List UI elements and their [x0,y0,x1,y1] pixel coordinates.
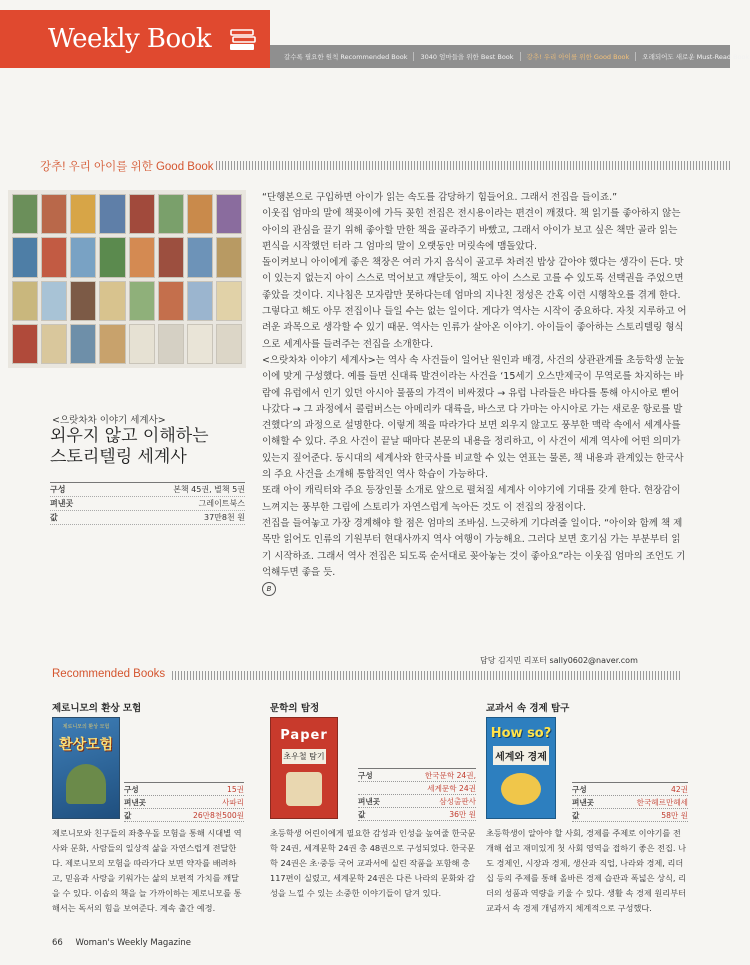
cover-illustration [501,773,541,805]
section-divider [172,671,682,680]
article-body [262,190,688,597]
spec-label: 값 [572,810,580,820]
rec-book-cover [52,717,120,819]
article-paragraph: 돌이켜보니 아이에게 좋은 책장은 여러 가지 음식이 골고루 차려진 밥상 같아야 했다는 생각이 든다. 맛이 있는지 없는지 아이 스스로 먹어보고 깨닫듯이, 책도 아이 스스로 고를 수 있도록 선택권을 주었으면 좋았을 것이다. 지나침은 모자람만 못하다는데 엄마의 지나친 정성은 간혹 이런 시행착오를 겪게 한다. 그렇다고 해도 아무 전집이나 들일 수는 없는 일이다. 게다가 역사는 시작이 중요하다. 자칫 지루하고 어려운 과목으로 생각할 수 있기 때문. 역사는 인류가 살아온 이야기. 아이들이 좋아하는 스토리텔링 형식으로 세계사를 들려주는 전집을 소개한다. [262,257,687,350]
rec-book-desc: 초등학생이 알아야 할 사회, 경제를 주제로 이야기를 전개해 쉽고 재미있게 첫 사회 영역을 접하기 좋은 전집. 나도 경제인, 시장과 경제, 생산과 직업, 나라와 경제, 리더십 등의 주제를 통해 올바른 경제 습관과 폭넓은 상식, 리더의 성품과 역량을 키울 수 있다. 생활 속 경제 원리부터 교과서 속 경제 개념까지 체계적으로 구성했다. [486,828,687,913]
cover-subtitle: 제로니모의 환상 모험 [62,724,110,730]
spec-label: 값 [124,810,132,820]
rec-book-title: 제로니모의 환상 모험 [52,703,142,714]
nav-item-good[interactable]: 강추! 우리 아이를 위한 Good Book [521,52,637,61]
spec-value: 그레이트북스 [198,499,245,508]
rec-book-cover [486,717,556,819]
article-paragraph: <으랏차차 이야기 세계사>는 역사 속 사건들이 일어난 원인과 배경, 사건의 상관관계를 초등학생 눈높이에 맞게 구성했다. 예를 들면 신대륙 발견이라는 사건을 ‘15세기 오스만제국이 무역로를 차지하는 바람에 유럽에서 인기 있던 아시아 물품의 가격이 비싸졌다 → 유럽 나라들은 바다를 통해 아시아로 뻗어 나갔다 → 그 과정에서 콜럼버스는 아메리카 대륙을, 바스코 다 가마는 아시아로 가는 새로운 항로를 발견했다’의 과정으로 설명한다. 이렇게 책을 따라가다 보면 외우지 않고도 풍부한 맥락 속에서 세계사를 이해할 수 있다. 주요 사건이 끝날 때마다 본문의 내용을 정리하고, 이 사건이 세계 역사에 어떤 의미가 있는지 짚어준다. 동시대의 세계사와 한국사를 비교할 수 있는 연표는 물론, 책 내용과 관계있는 한국사의 주요 사건을 소개해 통합적인 역사 학습이 가능하다. [262,354,685,481]
page-number: 66 [52,938,63,948]
magazine-name: Woman's Weekly Magazine [75,938,191,948]
good-book-section-label: 강추! 우리 아이를 위한 Good Book [40,161,214,173]
spec-row [358,782,476,795]
section-divider [216,161,730,170]
spec-label: 펴낸곳 [358,796,381,806]
spec-value: 본책 45권, 별책 5권 [173,485,245,494]
article-paragraph: 전집을 들여놓고 가장 경계해야 할 점은 엄마의 조바심. 느긋하게 기다려줄 일이다. “아이와 함께 책 제목만 읽어도 인류의 기원부터 현대사까지 역사 여행이 가능해요. 그러다 보면 호기심 가는 부분부터 읽기 시작하죠. 그래서 역사 전집은 되도록 순서대로 꽂아놓는 것이 좋아요”라는 이웃집 엄마의 조언도 기억해두면 좋을 듯. [262,517,686,578]
spec-value: 26만8천500원 [193,810,244,820]
spec-row [124,809,244,822]
spec-value: 세계문학 24권 [427,783,476,793]
spec-row [358,769,476,782]
end-mark: B [262,582,276,596]
spec-value: 한국헤르만헤세 [636,797,688,807]
page-footer [52,938,191,948]
spec-value: 삼성출판사 [439,796,476,806]
page-title: Weekly Book [48,24,212,54]
spec-label: 구성 [358,770,373,780]
rec-book-specs [572,782,688,822]
spec-row [124,783,244,796]
spec-row [50,511,245,525]
rec-book-desc: 제로니모와 친구들의 좌충우돌 모험을 통해 시대별 역사와 문화, 사람들의 일상적 삶을 자연스럽게 전달한다. 제로니모의 모험을 따라가다 보면 약자를 배려하고, 믿음과 사랑을 키워가는 삶의 보편적 가치를 깨달을 수 있다. 이솝의 책을 늘 가까이하는 제로니모를 통해서는 독서의 힘을 보여준다. 계속 출간 예정. [52,828,242,913]
nav-item-best[interactable]: 3040 엄마들을 위한 Best Book [414,52,520,61]
book-specs [50,482,245,525]
book-title-line1: 외우지 않고 이해하는 [50,426,209,446]
rec-book-title: 교과서 속 경제 탐구 [486,703,570,714]
article-paragraph: “단행본으로 구입하면 아이가 읽는 속도를 감당하기 힘들어요. 그래서 전집을 들이죠.” [262,192,618,203]
recommended-section-label: Recommended Books [52,668,166,680]
books-stack-icon [228,28,258,54]
cover-subtitle: 세계와 경제 [493,746,549,765]
spec-label: 펴낸곳 [124,797,147,807]
spec-value: 42권 [671,784,688,794]
spec-row [50,483,245,497]
spec-label: 구성 [50,485,66,494]
spec-value: 15권 [227,784,244,794]
spec-label: 구성 [572,784,587,794]
cover-illustration [286,772,322,806]
nav-item-recommended[interactable]: 갈수록 필요한 원칙 Recommended Book [278,52,414,61]
cover-title: 환상모험 [58,737,114,753]
spec-row [358,795,476,808]
spec-value: 58만 원 [661,810,688,820]
spec-label: 값 [50,513,58,522]
spec-label: 값 [358,809,366,819]
spec-row [358,808,476,821]
nav-item-must-read[interactable]: 오래되어도 새로운 Must-Read Book [642,53,750,61]
spec-label: 펴낸곳 [50,499,74,508]
spec-label: 구성 [124,784,139,794]
book-title-line2: 스토리텔링 세계사 [50,447,187,467]
cover-subtitle: 초우철 탐기 [282,749,326,764]
spec-row [572,796,688,809]
reporter-credit: 담당 김지민 리포터 sally0602@naver.com [480,656,638,665]
spec-value: 사파리 [221,797,244,807]
spec-row [572,809,688,822]
spec-value: 한국문학 24권, [424,770,476,780]
rec-book-desc: 초등학생 어린이에게 필요한 감성과 인성을 높여줄 한국문학 24권, 세계문학 24권 총 48권으로 구성되었다. 한국문학 24권은 초·중등 국어 교과서에 실린 작품을 포함해 총 117편이 실렸고, 세계문학 24권은 다른 나라의 문화와 감성을 느낄 수 있는 소중한 이야기들이 담겨 있다. [270,828,476,898]
cover-illustration [66,764,106,804]
cover-title: Paper [280,728,328,743]
article-paragraph: 또래 아이 캐릭터와 주요 등장인물 소개로 앞으로 펼쳐질 세계사 이야기에 기대를 갖게 한다. 현장감이 느껴지는 풍부한 그림에 스토리가 자연스럽게 녹아든 것도 이 전집의 장점이다. [262,485,681,513]
series-label: <으랏차차 이야기 세계사> [52,415,166,426]
rec-book-cover [270,717,338,819]
spec-row [50,497,245,511]
rec-book-specs [124,782,244,822]
rec-book-title: 문학의 탐정 [270,703,320,714]
section-nav [270,45,750,68]
book-set-image [8,190,246,368]
rec-book-specs [358,768,476,821]
book-title [50,426,209,468]
spec-row [124,796,244,809]
cover-title: How so? [490,726,552,741]
spec-value: 36만 원 [449,809,476,819]
spec-value: 37만8천 원 [204,513,245,522]
spec-row [572,783,688,796]
article-paragraph: 이웃집 엄마의 말에 책꽂이에 가득 꽂힌 전집은 전시용이라는 편견이 깨졌다. 책 읽기를 좋아하지 않는 아이의 관심을 끌기 위해 좋아할 만한 책을 골라주기 바빴고, 그래서 아이가 보고 싶은 책만 골라 읽는 편식을 시작했던 터라 그 엄마의 말이 오랫동안 머릿속에 맴돌았다. [262,208,681,252]
spec-label: 펴낸곳 [572,797,595,807]
